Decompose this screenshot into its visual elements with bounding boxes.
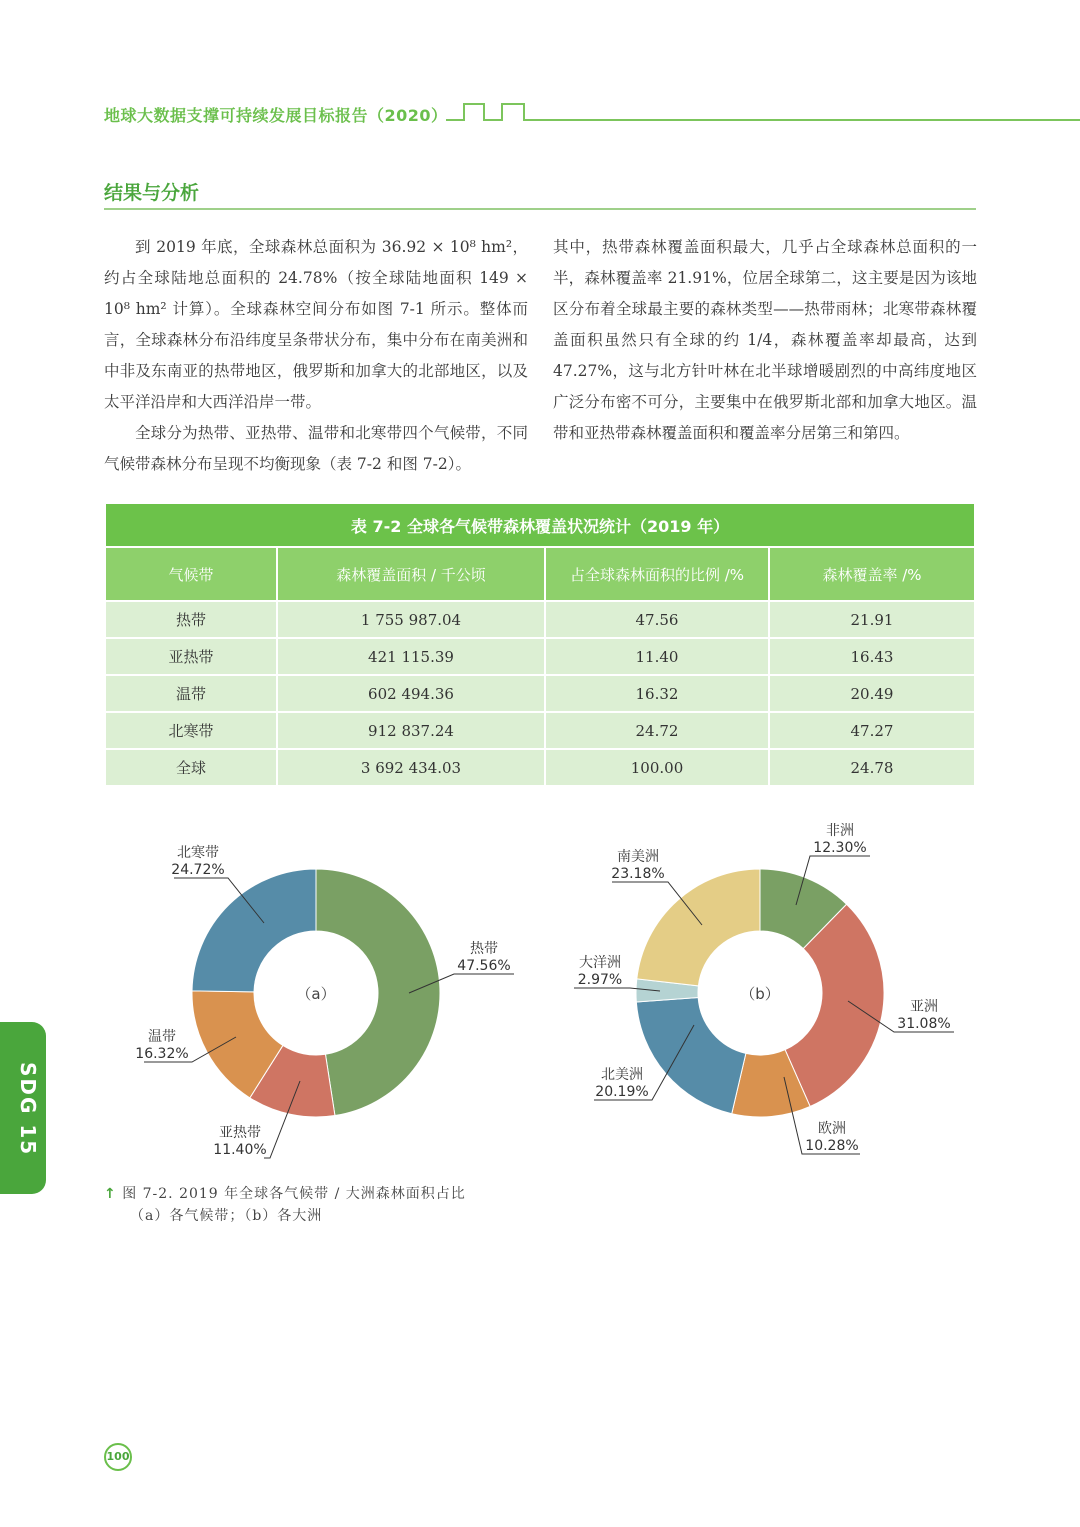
table-cell: 16.32	[545, 675, 769, 712]
table-row	[105, 638, 975, 675]
donut-slice	[636, 997, 746, 1113]
body-column-right	[553, 232, 977, 449]
caption-line: （a）各气候带；（b）各大洲	[130, 1208, 323, 1224]
slice-category-label: 温带	[148, 1029, 176, 1045]
table-row	[105, 749, 975, 786]
donut-chart-climate-zones	[135, 844, 514, 1158]
slice-category-label: 热带	[470, 941, 498, 957]
table-cell: 16.43	[769, 638, 975, 675]
donut-chart-continents	[574, 823, 954, 1154]
table-header: 气候带	[105, 547, 277, 601]
table-cell: 11.40	[545, 638, 769, 675]
page-number: 100	[104, 1443, 132, 1471]
donut-figure	[104, 815, 976, 1175]
slice-value-label: 31.08%	[897, 1016, 951, 1032]
table-cell: 全球	[105, 749, 277, 786]
table-cell: 温带	[105, 675, 277, 712]
table-cell: 912 837.24	[277, 712, 545, 749]
table-cell: 47.27	[769, 712, 975, 749]
paragraph: 全球分为热带、亚热带、温带和北寒带四个气候带，不同气候带森林分布呈现不均衡现象（表 7-2 和图 7-2）。	[104, 424, 528, 473]
sdg-label: SDG 15	[16, 1062, 40, 1157]
slice-category-label: 亚洲	[910, 999, 938, 1015]
table-cell: 24.72	[545, 712, 769, 749]
body-column-left	[104, 232, 528, 480]
paragraph: 其中，热带森林覆盖面积最大，几乎占全球森林总面积的一半，森林覆盖率 21.91%，位居全球第二，这主要是因为该地区分布着全球最主要的森林类型——热带雨林；北寒带森林覆盖面积虽然只有全球的约 1/4，森林覆盖率却最高，达到 47.27%，这与北方针叶林在北半球增暖剧烈的中高纬度地区广泛分布密不可分，主要集中在俄罗斯北部和加拿大地区。温带和亚热带森林覆盖面积和覆盖率分居第三和第四。	[553, 238, 977, 442]
slice-value-label: 23.18%	[611, 866, 665, 882]
table-cell: 602 494.36	[277, 675, 545, 712]
slice-category-label: 亚热带	[219, 1125, 261, 1141]
table-header: 森林覆盖率 /%	[769, 547, 975, 601]
table-cell: 421 115.39	[277, 638, 545, 675]
donut-center-label: （a）	[296, 985, 336, 1003]
slice-category-label: 北寒带	[177, 845, 219, 861]
table-header: 占全球森林面积的比例 /%	[545, 547, 769, 601]
table-cell: 47.56	[545, 601, 769, 638]
table-cell: 1 755 987.04	[277, 601, 545, 638]
header-decoration	[444, 100, 1080, 124]
slice-value-label: 20.19%	[595, 1084, 649, 1100]
table-cell: 24.78	[769, 749, 975, 786]
table-row	[105, 675, 975, 712]
slice-value-label: 24.72%	[171, 862, 225, 878]
slice-value-label: 16.32%	[135, 1046, 189, 1062]
running-header: 地球大数据支撑可持续发展目标报告（2020）	[104, 106, 448, 125]
table-cell: 亚热带	[105, 638, 277, 675]
donut-slice	[637, 869, 760, 986]
table-row	[105, 601, 975, 638]
sdg-side-tab	[0, 1022, 46, 1194]
table-cell: 20.49	[769, 675, 975, 712]
donut-slice	[192, 869, 316, 992]
arrow-up-icon: ↑	[104, 1186, 117, 1202]
forest-table	[104, 502, 976, 787]
slice-value-label: 12.30%	[813, 840, 867, 856]
slice-category-label: 北美洲	[601, 1067, 643, 1083]
table-row	[105, 712, 975, 749]
slice-category-label: 非洲	[826, 823, 854, 839]
table-cell: 100.00	[545, 749, 769, 786]
slice-value-label: 47.56%	[457, 958, 511, 974]
table-cell: 21.91	[769, 601, 975, 638]
table-header: 森林覆盖面积 / 千公顷	[277, 547, 545, 601]
caption-line: 图 7-2. 2019 年全球各气候带 / 大洲森林面积占比	[122, 1186, 466, 1202]
section-title: 结果与分析	[104, 182, 200, 204]
table-cell: 北寒带	[105, 712, 277, 749]
slice-value-label: 11.40%	[213, 1142, 267, 1158]
table-caption: 表 7-2 全球各气候带森林覆盖状况统计（2019 年）	[105, 503, 975, 547]
table-cell: 3 692 434.03	[277, 749, 545, 786]
figure-caption	[104, 1183, 466, 1227]
section-divider	[104, 208, 976, 210]
slice-value-label: 2.97%	[577, 972, 623, 988]
donut-center-label: （b）	[740, 985, 780, 1003]
slice-value-label: 10.28%	[805, 1138, 859, 1154]
paragraph: 到 2019 年底，全球森林总面积为 36.92 × 10⁸ hm²，约占全球陆地总面积的 24.78%（按全球陆地面积 149 × 10⁸ hm² 计算）。全球森林空间分布如图 7-1 所示。整体而言，全球森林分布沿纬度呈条带状分布，集中分布在南美洲和中非及东南亚的热带地区，俄罗斯和加拿大的北部地区，以及太平洋沿岸和大西洋沿岸一带。	[104, 238, 528, 411]
slice-category-label: 欧洲	[818, 1121, 846, 1137]
slice-category-label: 大洋洲	[579, 955, 621, 971]
table-cell: 热带	[105, 601, 277, 638]
slice-category-label: 南美洲	[617, 849, 659, 865]
